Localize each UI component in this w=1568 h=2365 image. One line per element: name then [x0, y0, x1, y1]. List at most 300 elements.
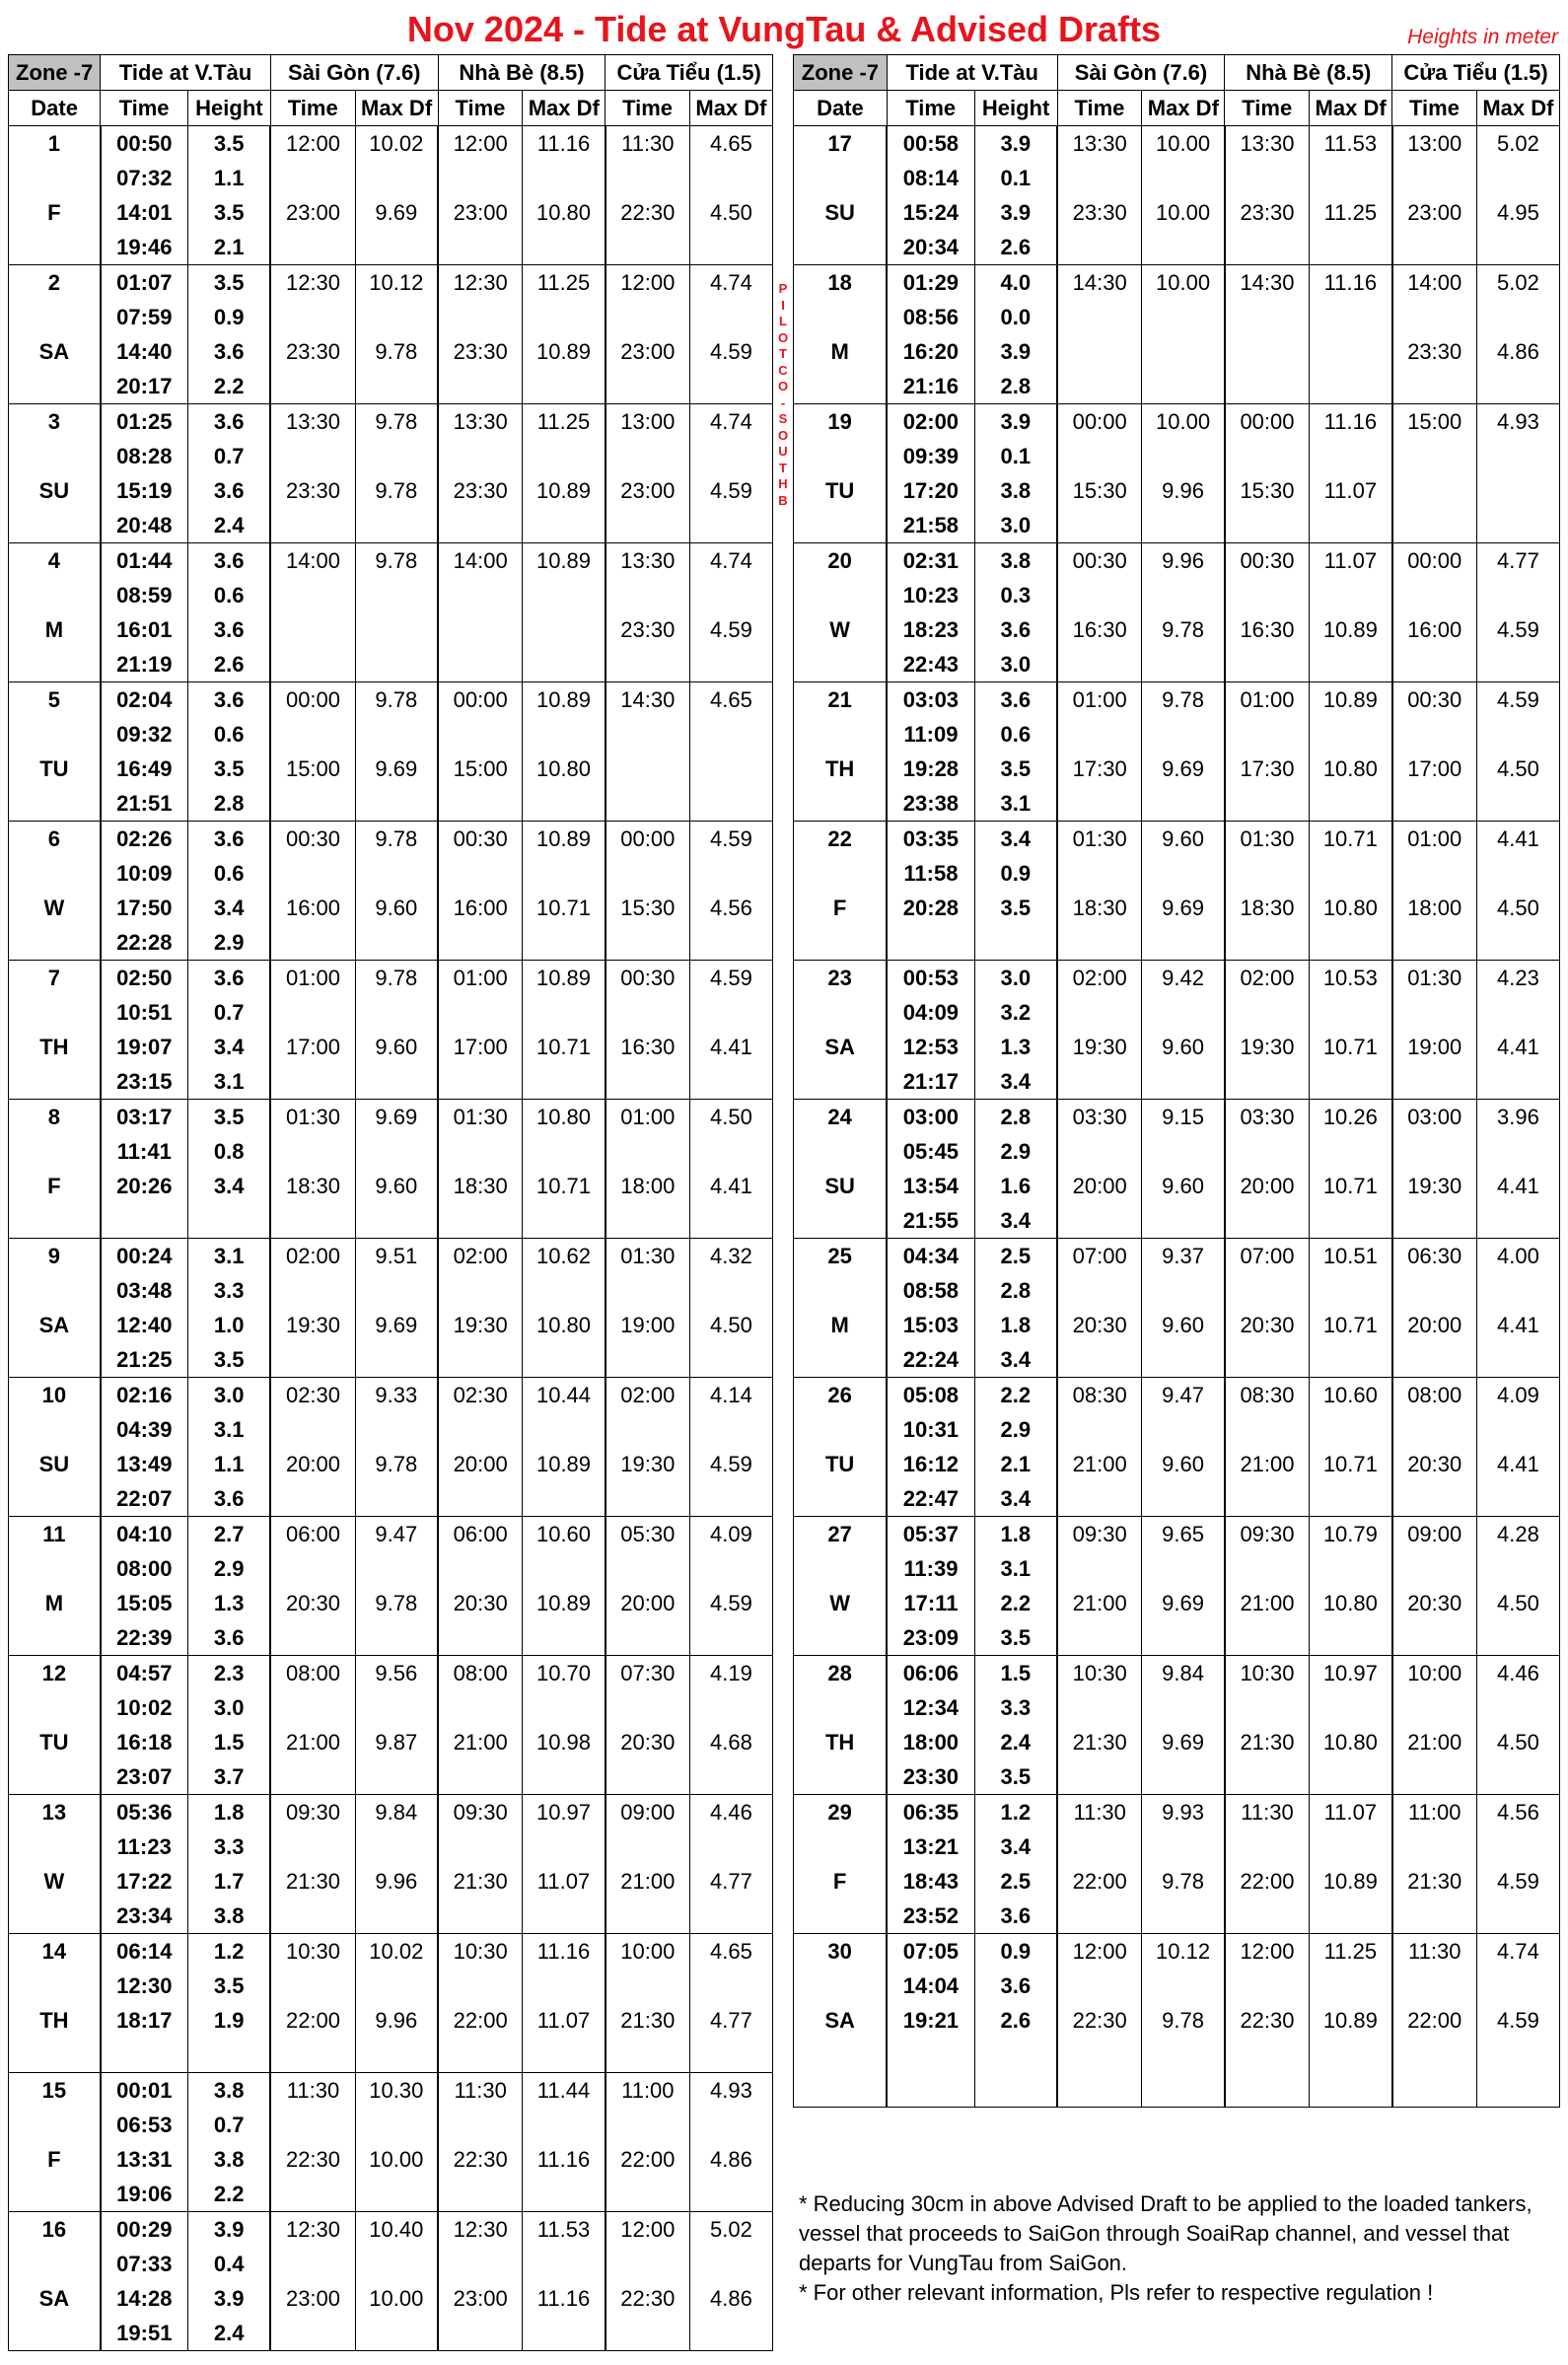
tide-height: 1.5 — [187, 1725, 270, 1759]
ct-time: 11:00 — [606, 2073, 690, 2109]
table-row — [9, 1134, 773, 1169]
sg-max-draft: 9.60 — [355, 891, 438, 925]
nb-time — [1225, 2038, 1310, 2072]
ct-max-draft — [1476, 856, 1559, 891]
nb-max-draft: 11.16 — [523, 126, 606, 162]
nb-max-draft: 10.80 — [523, 752, 606, 786]
sg-time — [1057, 1899, 1142, 1934]
date-number: 22 — [794, 822, 888, 857]
date-number: 24 — [794, 1100, 888, 1135]
sg-max-draft — [1142, 1412, 1225, 1447]
nb-max-draft: 11.16 — [1310, 404, 1392, 440]
ct-time: 21:30 — [606, 2003, 690, 2038]
date-number: 16 — [9, 2212, 101, 2248]
date-cell — [794, 369, 888, 404]
nb-max-draft: 11.07 — [523, 2003, 606, 2038]
table-row — [794, 1620, 1560, 1656]
date-cell — [9, 2038, 101, 2073]
empty-cell — [1057, 2072, 1142, 2108]
tide-time: 17:11 — [887, 1586, 974, 1620]
sg-time — [1057, 230, 1142, 265]
nb-max-draft — [1310, 439, 1392, 473]
ct-time: 09:00 — [1392, 1517, 1477, 1552]
ct-time: 11:30 — [1392, 1934, 1477, 1970]
ct-time: 20:30 — [1392, 1447, 1477, 1481]
nb-max-draft — [523, 647, 606, 682]
ct-max-draft: 4.65 — [689, 126, 772, 162]
table-row — [794, 1795, 1560, 1830]
ct-time — [1392, 1899, 1477, 1934]
side-label-char: I — [781, 297, 785, 313]
ct-time — [606, 1829, 690, 1864]
tide-time: 02:16 — [101, 1378, 188, 1413]
nb-time — [438, 230, 523, 265]
date-cell — [9, 856, 101, 891]
nb-max-draft: 11.07 — [523, 1864, 606, 1899]
date-cell — [9, 1342, 101, 1378]
table-row — [794, 1551, 1560, 1586]
sg-time: 00:30 — [270, 822, 355, 857]
sg-max-draft — [1142, 925, 1225, 961]
ct-time: 00:00 — [606, 822, 690, 857]
date-number: 26 — [794, 1378, 888, 1413]
tide-time: 10:23 — [887, 578, 974, 612]
tide-time: 20:26 — [101, 1169, 188, 1203]
nb-time — [438, 717, 523, 752]
sg-max-draft: 9.78 — [355, 1586, 438, 1620]
nb-time: 01:30 — [1225, 822, 1310, 857]
sg-time — [270, 161, 355, 195]
table-row — [9, 786, 773, 822]
ct-max-draft — [689, 578, 772, 612]
ct-max-draft — [689, 1899, 772, 1934]
sg-max-draft — [1142, 786, 1225, 822]
date-number: 12 — [9, 1656, 101, 1691]
ct-max-draft: 4.41 — [1476, 822, 1559, 857]
nb-max-draft — [523, 1690, 606, 1725]
sg-max-draft — [355, 1342, 438, 1378]
sg-max-draft — [355, 1829, 438, 1864]
nb-time — [1225, 1203, 1310, 1239]
sg-max-draft: 9.47 — [1142, 1378, 1225, 1413]
ct-time — [606, 1969, 690, 2003]
table-row — [9, 647, 773, 682]
time-header: Time — [1392, 91, 1477, 126]
ct-time — [606, 161, 690, 195]
sg-time: 01:30 — [1057, 822, 1142, 857]
tide-height: 3.3 — [187, 1273, 270, 1308]
ct-time — [606, 1203, 690, 1239]
nb-max-draft: 10.71 — [1310, 822, 1392, 857]
nb-max-draft: 11.25 — [523, 404, 606, 440]
nb-max-draft — [1310, 856, 1392, 891]
tide-time: 08:56 — [887, 300, 974, 334]
side-label-char: - — [780, 394, 786, 410]
date-cell — [794, 230, 888, 265]
day-of-week: SU — [794, 195, 888, 230]
nb-time — [1225, 230, 1310, 265]
tide-height: 3.8 — [187, 2073, 270, 2109]
ct-max-draft: 4.56 — [1476, 1795, 1559, 1830]
sg-max-draft — [355, 1899, 438, 1934]
sg-time — [270, 1064, 355, 1100]
tide-height: 3.6 — [187, 543, 270, 579]
sg-time: 20:30 — [270, 1586, 355, 1620]
sg-time: 18:30 — [1057, 891, 1142, 925]
day-of-week: SA — [9, 334, 101, 369]
day-of-week: M — [794, 1308, 888, 1342]
side-label-char: B — [778, 492, 788, 508]
sg-max-draft: 9.78 — [355, 682, 438, 718]
tide-height: 2.5 — [974, 1239, 1057, 1274]
tide-time: 21:19 — [101, 647, 188, 682]
side-label-char: C — [778, 362, 788, 378]
date-cell — [794, 1064, 888, 1100]
tide-time: 11:23 — [101, 1829, 188, 1864]
tide-height: 2.1 — [974, 1447, 1057, 1481]
table-row — [794, 265, 1560, 301]
nb-time: 15:30 — [1225, 473, 1310, 508]
sg-time: 17:30 — [1057, 752, 1142, 786]
sg-max-draft — [1142, 439, 1225, 473]
ct-time: 18:00 — [1392, 891, 1477, 925]
ct-max-draft — [1476, 1342, 1559, 1378]
sg-time — [1057, 995, 1142, 1030]
ct-max-draft: 4.59 — [689, 961, 772, 996]
tide-time: 02:26 — [101, 822, 188, 857]
tide-height: 3.5 — [187, 126, 270, 162]
sg-time — [270, 2316, 355, 2351]
date-cell — [9, 1412, 101, 1447]
nb-max-draft: 10.26 — [1310, 1100, 1392, 1135]
date-cell — [9, 369, 101, 404]
nb-time — [438, 1064, 523, 1100]
ct-max-draft: 4.59 — [689, 1447, 772, 1481]
nb-max-draft — [523, 369, 606, 404]
table-row — [9, 1969, 773, 2003]
table-row — [794, 1934, 1560, 1970]
maxdf-header: Max Df — [1310, 91, 1392, 126]
sg-max-draft: 10.40 — [355, 2212, 438, 2248]
ct-time: 10:00 — [606, 1934, 690, 1970]
nb-max-draft — [1310, 1134, 1392, 1169]
nb-time: 02:00 — [438, 1239, 523, 1274]
ct-time — [606, 230, 690, 265]
tide-time: 22:07 — [101, 1481, 188, 1517]
sg-max-draft: 10.00 — [355, 2281, 438, 2316]
maxdf-header: Max Df — [523, 91, 606, 126]
ct-time — [606, 647, 690, 682]
date-cell — [9, 786, 101, 822]
sg-max-draft — [355, 786, 438, 822]
tide-height: 3.8 — [187, 2142, 270, 2177]
sg-max-draft: 9.47 — [355, 1517, 438, 1552]
nb-max-draft — [523, 1620, 606, 1656]
date-number: 4 — [9, 543, 101, 579]
sg-time — [1057, 1620, 1142, 1656]
time-header: Time — [1057, 91, 1142, 126]
footnotes — [799, 2189, 1558, 2308]
nb-max-draft — [523, 2316, 606, 2351]
sg-max-draft: 9.33 — [355, 1378, 438, 1413]
nb-time — [438, 1690, 523, 1725]
sg-time — [270, 1759, 355, 1795]
ct-max-draft — [689, 1759, 772, 1795]
ct-time — [606, 2038, 690, 2073]
date-cell — [794, 1134, 888, 1169]
date-cell — [794, 786, 888, 822]
day-of-week: W — [9, 891, 101, 925]
date-cell — [794, 1273, 888, 1308]
table-row — [794, 891, 1560, 925]
day-of-week: W — [794, 612, 888, 647]
table-row — [9, 1100, 773, 1135]
sg-max-draft — [355, 612, 438, 647]
ct-time: 21:00 — [1392, 1725, 1477, 1759]
table-row — [794, 822, 1560, 857]
tide-height: 3.4 — [187, 891, 270, 925]
nb-time — [1225, 1759, 1310, 1795]
sg-time — [1057, 856, 1142, 891]
sg-time: 21:30 — [270, 1864, 355, 1899]
tide-time: 19:51 — [101, 2316, 188, 2351]
date-cell — [794, 995, 888, 1030]
sg-max-draft — [355, 1134, 438, 1169]
sg-time — [270, 856, 355, 891]
sg-time — [270, 2108, 355, 2142]
side-label — [778, 281, 788, 509]
table-row — [794, 404, 1560, 440]
sg-time — [1057, 2038, 1142, 2072]
nb-time — [438, 1551, 523, 1586]
tide-time: 17:22 — [101, 1864, 188, 1899]
side-label-char: O — [778, 379, 789, 394]
side-label-char: S — [778, 411, 788, 426]
ct-time: 22:30 — [606, 195, 690, 230]
tide-table-right — [793, 54, 1560, 2108]
ct-time — [1392, 925, 1477, 961]
ct-time — [1392, 473, 1477, 508]
nb-time: 23:00 — [438, 2281, 523, 2316]
sg-time — [270, 230, 355, 265]
sg-max-draft: 9.69 — [355, 752, 438, 786]
nb-time — [1225, 1551, 1310, 1586]
nb-time — [438, 1899, 523, 1934]
table-row — [794, 369, 1560, 404]
side-label-char: H — [778, 476, 788, 491]
sg-max-draft — [355, 1759, 438, 1795]
sg-time: 13:30 — [270, 404, 355, 440]
sg-time — [270, 1412, 355, 1447]
ct-max-draft — [1476, 1690, 1559, 1725]
ct-max-draft — [1476, 230, 1559, 265]
nb-max-draft — [523, 508, 606, 543]
tide-height: 3.5 — [974, 1759, 1057, 1795]
sg-max-draft — [355, 2247, 438, 2281]
tide-time: 10:51 — [101, 995, 188, 1030]
ct-time: 00:30 — [1392, 682, 1477, 718]
tide-height: 2.2 — [187, 369, 270, 404]
ct-time: 00:00 — [1392, 543, 1477, 579]
sg-time: 15:00 — [270, 752, 355, 786]
ct-max-draft — [689, 300, 772, 334]
table-row — [9, 822, 773, 857]
ct-time: 22:00 — [1392, 2003, 1477, 2038]
nb-max-draft: 10.80 — [523, 195, 606, 230]
table-row — [794, 1412, 1560, 1447]
tide-time — [887, 925, 974, 961]
nb-time — [1225, 1899, 1310, 1934]
nb-max-draft: 10.80 — [523, 1308, 606, 1342]
nb-time: 14:00 — [438, 543, 523, 579]
tide-height — [974, 925, 1057, 961]
table-row — [9, 961, 773, 996]
tide-time: 13:54 — [887, 1169, 974, 1203]
ct-time — [606, 508, 690, 543]
maxdf-header: Max Df — [355, 91, 438, 126]
ct-time — [1392, 1829, 1477, 1864]
tide-height: 2.4 — [187, 508, 270, 543]
ct-max-draft — [689, 1620, 772, 1656]
sg-max-draft — [355, 1481, 438, 1517]
nb-max-draft — [523, 161, 606, 195]
date-number: 29 — [794, 1795, 888, 1830]
tide-time: 08:59 — [101, 578, 188, 612]
date-cell — [9, 2247, 101, 2281]
nb-time: 00:30 — [1225, 543, 1310, 579]
date-header: Date — [9, 91, 101, 126]
nb-max-draft: 11.16 — [523, 2281, 606, 2316]
sg-max-draft — [355, 1969, 438, 2003]
ct-time: 20:30 — [606, 1725, 690, 1759]
ct-max-draft: 4.93 — [689, 2073, 772, 2109]
sg-max-draft — [355, 1273, 438, 1308]
day-of-week: M — [9, 612, 101, 647]
sg-max-draft — [355, 1620, 438, 1656]
tide-height: 3.4 — [974, 1481, 1057, 1517]
table-row — [794, 647, 1560, 682]
ct-max-draft: 4.59 — [689, 1586, 772, 1620]
nb-max-draft: 10.98 — [523, 1725, 606, 1759]
nb-max-draft: 10.89 — [523, 682, 606, 718]
sg-max-draft: 10.00 — [1142, 195, 1225, 230]
ct-time — [1392, 1620, 1477, 1656]
table-row — [794, 300, 1560, 334]
table-row — [9, 1864, 773, 1899]
ct-max-draft — [689, 995, 772, 1030]
tide-time: 01:44 — [101, 543, 188, 579]
sg-max-draft: 9.78 — [355, 543, 438, 579]
tide-time: 16:01 — [101, 612, 188, 647]
nb-max-draft — [523, 1551, 606, 1586]
date-cell — [9, 2177, 101, 2212]
tide-height: 2.4 — [187, 2316, 270, 2351]
ct-time — [1392, 578, 1477, 612]
sg-time — [1057, 1551, 1142, 1586]
ct-time — [606, 752, 690, 786]
ct-max-draft: 4.86 — [689, 2281, 772, 2316]
nb-time: 08:00 — [438, 1656, 523, 1691]
day-of-week: TH — [794, 752, 888, 786]
sg-max-draft — [355, 1064, 438, 1100]
table-row — [9, 1517, 773, 1552]
nb-time — [1225, 1481, 1310, 1517]
sg-max-draft: 9.60 — [355, 1030, 438, 1064]
tide-height: 3.0 — [187, 1378, 270, 1413]
nb-max-draft: 10.71 — [523, 1030, 606, 1064]
sg-time — [270, 439, 355, 473]
tide-height: 2.8 — [974, 1273, 1057, 1308]
ct-max-draft — [1476, 1134, 1559, 1169]
sg-time: 02:30 — [270, 1378, 355, 1413]
nb-max-draft — [523, 925, 606, 961]
date-header: Date — [794, 91, 888, 126]
tide-time: 09:39 — [887, 439, 974, 473]
table-row — [794, 1342, 1560, 1378]
nb-max-draft — [1310, 508, 1392, 543]
tide-height: 3.6 — [187, 1620, 270, 1656]
table-row — [794, 334, 1560, 369]
side-label-char: T — [779, 460, 787, 475]
ct-max-draft: 4.32 — [689, 1239, 772, 1274]
date-cell — [794, 1551, 888, 1586]
tide-height: 0.4 — [187, 2247, 270, 2281]
ct-time: 22:30 — [606, 2281, 690, 2316]
ct-max-draft — [1476, 1203, 1559, 1239]
tide-time: 03:03 — [887, 682, 974, 718]
table-row — [9, 1169, 773, 1203]
nb-time: 16:00 — [438, 891, 523, 925]
table-row — [9, 2316, 773, 2351]
saigon-header: Sài Gòn (7.6) — [270, 55, 438, 91]
tide-time: 20:34 — [887, 230, 974, 265]
tide-height: 3.6 — [187, 961, 270, 996]
ct-time — [1392, 1551, 1477, 1586]
nb-time: 20:30 — [438, 1586, 523, 1620]
ct-time: 20:30 — [1392, 1586, 1477, 1620]
tide-time: 20:17 — [101, 369, 188, 404]
ct-time: 10:00 — [1392, 1656, 1477, 1691]
tide-time: 14:40 — [101, 334, 188, 369]
ct-time: 21:30 — [1392, 1864, 1477, 1899]
tide-height: 0.1 — [974, 439, 1057, 473]
sg-time: 01:30 — [270, 1100, 355, 1135]
sg-max-draft — [1142, 1273, 1225, 1308]
date-number: 8 — [9, 1100, 101, 1135]
sg-time: 16:00 — [270, 891, 355, 925]
ct-max-draft: 4.23 — [1476, 961, 1559, 996]
ct-max-draft — [1476, 1969, 1559, 2003]
table-row — [794, 1308, 1560, 1342]
ct-max-draft: 4.46 — [1476, 1656, 1559, 1691]
tide-time — [101, 1203, 188, 1239]
ct-time — [606, 578, 690, 612]
nb-max-draft: 10.97 — [523, 1795, 606, 1830]
nb-time — [438, 1412, 523, 1447]
table-row — [794, 473, 1560, 508]
sg-max-draft: 10.00 — [1142, 265, 1225, 301]
ct-time: 19:00 — [606, 1308, 690, 1342]
sg-max-draft: 9.60 — [1142, 1030, 1225, 1064]
time-header: Time — [438, 91, 523, 126]
table-row — [794, 1239, 1560, 1274]
nb-time — [1225, 300, 1310, 334]
tide-height: 2.2 — [974, 1378, 1057, 1413]
time-header: Time — [887, 91, 974, 126]
date-cell — [794, 1203, 888, 1239]
ct-max-draft: 4.50 — [1476, 1586, 1559, 1620]
nb-max-draft — [523, 2038, 606, 2073]
